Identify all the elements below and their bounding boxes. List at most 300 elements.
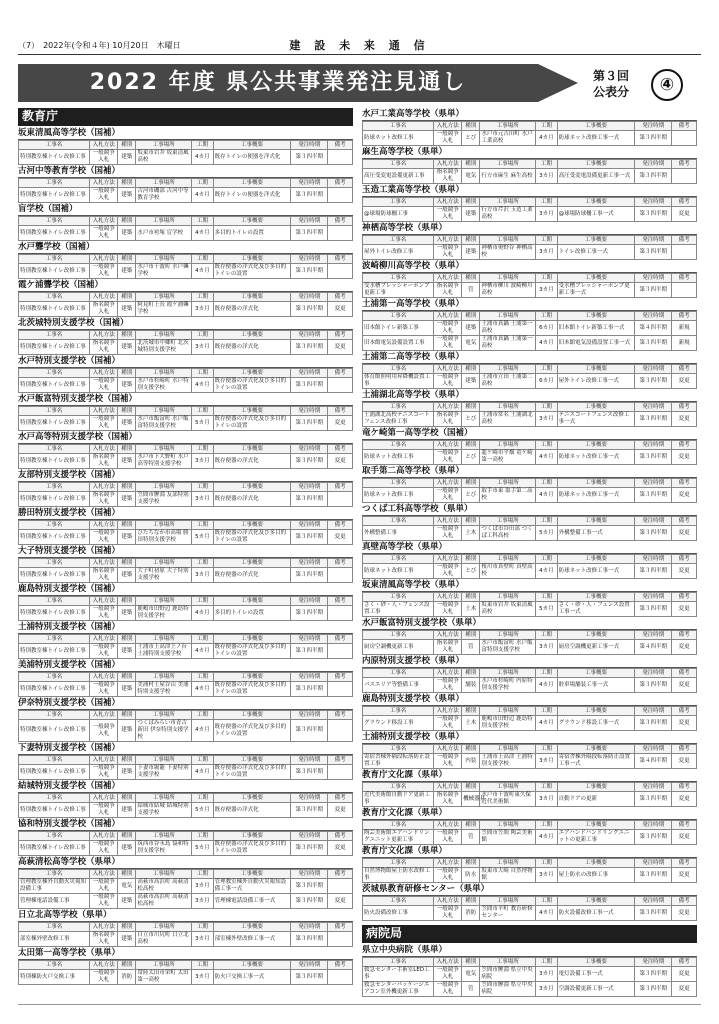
duration-cell: 3カ月	[536, 412, 557, 427]
column-header: 種別	[462, 365, 480, 374]
project-table	[18, 960, 353, 985]
column-header: 工事概要	[557, 441, 635, 450]
order-period-cell: 第４四半期	[635, 754, 672, 769]
table-header-row	[363, 555, 697, 564]
table-row	[19, 264, 353, 279]
column-header: 工事名	[363, 365, 434, 374]
duration-cell: 3カ月	[192, 492, 213, 507]
column-header: 備考	[328, 756, 353, 765]
project-table	[18, 216, 353, 241]
work-name-cell: 特別教室棟トイレ改修工事	[19, 454, 90, 469]
school-heading: 古河中等教育学校（国補）	[18, 166, 353, 178]
column-header: 種別	[462, 236, 480, 245]
column-header: 工事概要	[213, 141, 291, 150]
column-header: 工期	[536, 859, 557, 868]
column-header: 発注時期	[291, 923, 328, 932]
work-type-cell: 建築	[462, 321, 480, 336]
column-header: 備考	[672, 669, 697, 678]
column-header: 備考	[328, 832, 353, 841]
work-type-cell: 建築	[118, 720, 136, 742]
table-row	[19, 454, 353, 469]
column-header: 発注時期	[291, 331, 328, 340]
remarks-cell	[328, 188, 353, 203]
bid-method-cell: 一般競争入札	[434, 830, 462, 845]
column-header: 工事場所	[136, 445, 192, 454]
column-header: 工事概要	[213, 794, 291, 803]
work-name-cell: 部室棟外壁改修工事	[19, 932, 90, 947]
column-header: 工事場所	[480, 274, 536, 283]
remarks-cell: 変更	[672, 830, 697, 845]
table-row	[363, 982, 697, 997]
duration-cell: 3カ月	[536, 868, 557, 883]
column-header: 工期	[192, 559, 213, 568]
column-header: 種別	[118, 369, 136, 378]
project-table	[18, 831, 353, 856]
bid-method-cell: 指名競争入札	[434, 283, 462, 298]
order-period-cell: 第３四半期	[635, 283, 672, 298]
remarks-cell: 変更	[672, 526, 697, 541]
summary-cell: 既存便器の洋式化及び多目的トイレの設置	[213, 530, 291, 545]
remarks-cell	[672, 245, 697, 260]
location-cell: 笠間市鯉淵 県立中央病院	[480, 982, 536, 997]
column-header: 工期	[192, 293, 213, 302]
location-cell: 坂東市大崎 自然博物館	[480, 868, 536, 883]
column-header: 工事概要	[557, 859, 635, 868]
banner-title: 2022 年度 県公共事業発注見通し	[89, 70, 467, 95]
table-row	[19, 894, 353, 909]
work-name-cell: 特別教室棟トイレ改修工事	[19, 188, 90, 203]
column-header: 工事名	[363, 312, 434, 321]
work-type-cell: 建築	[118, 568, 136, 583]
column-header: 発注時期	[291, 369, 328, 378]
left-column	[18, 108, 353, 986]
column-header: 工事名	[19, 923, 90, 932]
work-name-cell: 外構整備工事	[363, 526, 434, 541]
badge-line2: 公表分	[592, 85, 629, 99]
bid-method-cell: 一般競争入札	[434, 131, 462, 146]
table-header-row	[19, 711, 353, 720]
column-header: 種別	[118, 521, 136, 530]
column-header: 備考	[328, 179, 353, 188]
remarks-cell	[328, 492, 353, 507]
column-header: 入札方法	[90, 923, 118, 932]
order-period-cell: 第３四半期	[291, 765, 328, 780]
column-header: 種別	[118, 179, 136, 188]
column-header: 工事場所	[136, 255, 192, 264]
project-table	[362, 478, 697, 503]
duration-cell: 5カ月	[192, 841, 213, 856]
bid-method-cell: 一般競争入札	[434, 982, 462, 997]
work-type-cell: 建築	[118, 894, 136, 909]
work-type-cell: 建築	[118, 530, 136, 545]
table-header-row	[19, 559, 353, 568]
column-header: 備考	[328, 559, 353, 568]
bid-method-cell: 一般競争入札	[434, 374, 462, 389]
work-name-cell: 特別教室棟トイレ改修工事	[19, 416, 90, 431]
remarks-cell	[328, 150, 353, 165]
duration-cell: 4カ月	[192, 720, 213, 742]
order-period-cell: 第３四半期	[291, 340, 328, 355]
remarks-cell	[328, 932, 353, 947]
location-cell: 水戸市袴塚 盲学校	[136, 226, 192, 241]
summary-cell: 部室棟外壁改修工事一式	[213, 932, 291, 947]
column-header: 種別	[462, 897, 480, 906]
column-header: 工期	[536, 274, 557, 283]
table-header-row	[19, 597, 353, 606]
column-header: 工事名	[363, 783, 434, 792]
duration-cell: 4カ月	[192, 682, 213, 697]
column-header: 工事場所	[480, 122, 536, 131]
school-heading: 土浦第一高等学校（県単）	[362, 299, 697, 311]
school-heading: 日立北高等学校（県単）	[18, 910, 353, 922]
school-heading: 鹿島特別支援学校（県単）	[362, 694, 697, 706]
order-period-cell: 第３四半期	[635, 564, 672, 579]
work-type-cell: 管	[462, 830, 480, 845]
column-header: 工事場所	[136, 293, 192, 302]
school-heading: 土浦第二高等学校（県単）	[362, 352, 697, 364]
column-header: 備考	[328, 711, 353, 720]
column-header: 備考	[672, 479, 697, 488]
location-cell: 水戸市飯富町 水戸飯富特別支援学校	[480, 640, 536, 655]
column-header: 工事名	[19, 832, 90, 841]
column-header: 工事概要	[557, 897, 635, 906]
column-header: 種別	[462, 593, 480, 602]
remarks-cell: 変更	[328, 530, 353, 545]
location-cell: 水戸市千波町 水戸聾学校	[136, 264, 192, 279]
project-table	[18, 482, 353, 507]
work-type-cell: 建築	[118, 188, 136, 203]
column-header: 工事概要	[213, 293, 291, 302]
column-header: 入札方法	[434, 441, 462, 450]
table-row	[19, 530, 353, 545]
school-heading: 太田第一高等学校（県単）	[18, 948, 353, 960]
work-type-cell: 舗装	[462, 678, 480, 693]
column-header: 工事場所	[136, 794, 192, 803]
work-type-cell: 建築	[462, 374, 480, 389]
column-header: 発注時期	[635, 441, 672, 450]
column-header: 発注時期	[291, 521, 328, 530]
column-header: 工事名	[363, 555, 434, 564]
location-cell: 土浦市真鍋 土浦第一高校	[480, 321, 536, 336]
work-type-cell: 建築	[118, 302, 136, 317]
duration-cell: 4カ月	[536, 336, 557, 351]
table-row	[19, 644, 353, 659]
column-header: 種別	[118, 794, 136, 803]
project-table	[362, 121, 697, 146]
duration-cell: 5カ月	[192, 416, 213, 431]
duration-cell: 4カ月	[536, 450, 557, 465]
column-header: 工期	[192, 369, 213, 378]
column-header: 種別	[118, 673, 136, 682]
column-header: 種別	[118, 217, 136, 226]
work-type-cell: 機械器具	[462, 792, 480, 807]
column-header: 備考	[672, 555, 697, 564]
column-header: 工事場所	[136, 483, 192, 492]
column-header: 工事場所	[136, 559, 192, 568]
duration-cell: 3カ月	[536, 169, 557, 184]
bid-method-cell: 一般競争入札	[90, 150, 118, 165]
column-header: 発注時期	[291, 961, 328, 970]
school-heading: 水戸聾学校（国補）	[18, 242, 353, 254]
column-header: 工事名	[19, 521, 90, 530]
column-header: 種別	[462, 821, 480, 830]
column-header: 備考	[672, 441, 697, 450]
column-header: 工事場所	[136, 217, 192, 226]
column-header: 工期	[536, 745, 557, 754]
work-name-cell: 特別棟防火戸交換工事	[19, 970, 90, 985]
project-table	[18, 672, 353, 697]
column-header: 工事名	[19, 331, 90, 340]
column-header: 工事概要	[213, 445, 291, 454]
column-header: 工事場所	[136, 407, 192, 416]
order-period-cell: 第３四半期	[291, 644, 328, 659]
column-header: 発注時期	[635, 517, 672, 526]
table-header-row	[19, 293, 353, 302]
table-row	[19, 416, 353, 431]
bid-method-cell: 一般競争入札	[90, 606, 118, 621]
location-cell: 土浦市真鍋 土浦第一高校	[480, 336, 536, 351]
column-header: 入札方法	[434, 198, 462, 207]
bid-method-cell: 指名競争入札	[90, 340, 118, 355]
work-name-cell: 寄宿舎棟外隔段転落防止設置工事	[363, 754, 434, 769]
location-cell: 笠間市笠間 陶芸美術館	[480, 830, 536, 845]
bid-method-cell: 一般競争入札	[434, 207, 462, 222]
column-header: 入札方法	[90, 483, 118, 492]
location-cell: 結城市結城 結城特別支援学校	[136, 803, 192, 818]
column-header: 工事場所	[136, 711, 192, 720]
column-header: 入札方法	[90, 961, 118, 970]
column-header: 入札方法	[434, 669, 462, 678]
order-period-cell: 第３四半期	[291, 568, 328, 583]
table-header-row	[363, 122, 697, 131]
location-cell: 行方市麻生 麻生高校	[480, 169, 536, 184]
column-header: 入札方法	[434, 897, 462, 906]
remarks-cell	[328, 378, 353, 393]
column-header: 発注時期	[635, 783, 672, 792]
column-header: 工事名	[363, 745, 434, 754]
column-header: 発注時期	[291, 445, 328, 454]
school-heading: 友部特別支援学校（国補）	[18, 470, 353, 482]
summary-cell: 既存トイレの便器を洋式化	[213, 188, 291, 203]
table-row	[19, 606, 353, 621]
bid-method-cell: 一般競争入札	[434, 336, 462, 351]
column-header: 種別	[462, 198, 480, 207]
column-header: 入札方法	[434, 783, 462, 792]
table-header-row	[363, 441, 697, 450]
remarks-cell: 変更	[328, 302, 353, 317]
column-header: 工期	[536, 160, 557, 169]
column-header: 備考	[672, 783, 697, 792]
column-header: 工事名	[19, 870, 90, 879]
summary-cell: 旧本館電気設備設置工事一式	[557, 336, 635, 351]
summary-cell: 既存便器の洋式化	[213, 302, 291, 317]
badge-line1: 第３回	[592, 69, 629, 83]
project-table	[18, 869, 353, 909]
order-period-cell: 第４四半期	[635, 321, 672, 336]
remarks-cell	[328, 264, 353, 279]
table-row	[19, 970, 353, 985]
column-header: 入札方法	[434, 745, 462, 754]
column-header: 工事概要	[213, 756, 291, 765]
bid-method-cell: 一般競争入札	[434, 868, 462, 883]
column-header: 工事概要	[557, 365, 635, 374]
summary-cell: 防球ネット改修工事一式	[557, 564, 635, 579]
order-period-cell: 第３四半期	[635, 678, 672, 693]
duration-cell: 4カ月	[536, 131, 557, 146]
bid-method-cell: 一般競争入札	[434, 526, 462, 541]
location-cell: 笠間市鯉淵 友部特別支援学校	[136, 492, 192, 507]
work-name-cell: 旧本館電気設備設置工事	[363, 336, 434, 351]
duration-cell: 3カ月	[536, 967, 557, 982]
table-header-row	[19, 331, 353, 340]
location-cell: つくば市谷田部 つくば工科高校	[480, 526, 536, 541]
column-header: 工事名	[19, 597, 90, 606]
column-header: 種別	[118, 483, 136, 492]
remarks-cell: 変更	[328, 454, 353, 469]
duration-cell: 5カ月	[536, 602, 557, 617]
work-name-cell: 特別教室棟トイレ改修工事	[19, 264, 90, 279]
project-table	[18, 140, 353, 165]
work-name-cell: 救急センターバッケージエアコン室外機更新工事	[363, 982, 434, 997]
remarks-cell: 変更	[328, 803, 353, 818]
column-header: 工事概要	[213, 711, 291, 720]
remarks-cell: 変更	[672, 602, 697, 617]
work-name-cell: 特別教室棟トイレ改修工事	[19, 150, 90, 165]
table-header-row	[363, 236, 697, 245]
column-header: 入札方法	[434, 555, 462, 564]
bid-method-cell: 一般競争入札	[90, 378, 118, 393]
column-header: 工事名	[19, 217, 90, 226]
column-header: 入札方法	[90, 255, 118, 264]
location-cell: 水戸市元吉田町 水戸工業高校	[480, 131, 536, 146]
order-period-cell: 第３四半期	[635, 830, 672, 845]
duration-cell: 3カ月	[192, 894, 213, 909]
order-period-cell: 第３四半期	[635, 526, 672, 541]
column-header: 工事名	[363, 958, 434, 967]
location-cell: 土浦市上高津上ノ台 土浦特別支援学校	[136, 644, 192, 659]
column-header: 発注時期	[635, 958, 672, 967]
work-type-cell: 消防	[118, 970, 136, 985]
column-header: 工事概要	[557, 745, 635, 754]
column-header: 工期	[192, 961, 213, 970]
column-header: 工期	[192, 673, 213, 682]
column-header: 種別	[462, 517, 480, 526]
column-header: 発注時期	[635, 198, 672, 207]
bid-method-cell: 指名競争入札	[434, 412, 462, 427]
duration-cell: 3カ月	[192, 340, 213, 355]
location-cell: 坂東市岩井 坂東清風高校	[136, 150, 192, 165]
column-header: 工事概要	[213, 832, 291, 841]
project-table	[18, 406, 353, 431]
badge-number: ④	[651, 69, 683, 101]
order-period-cell: 第３四半期	[635, 602, 672, 617]
remarks-cell	[328, 226, 353, 241]
column-header: 工期	[536, 517, 557, 526]
remarks-cell: 変更	[328, 340, 353, 355]
column-header: 備考	[328, 961, 353, 970]
school-heading: 盲学校（国補）	[18, 204, 353, 216]
column-header: 発注時期	[635, 821, 672, 830]
work-type-cell: 建築	[118, 150, 136, 165]
bid-method-cell: 一般競争入札	[434, 321, 462, 336]
column-header: 工期	[536, 122, 557, 131]
duration-cell: 5カ月	[536, 526, 557, 541]
order-period-cell: 第３四半期	[291, 682, 328, 697]
location-cell: 日立市川尻町 日立北高校	[136, 932, 192, 947]
table-row	[363, 412, 697, 427]
column-header: 工事概要	[213, 521, 291, 530]
column-header: 工期	[192, 597, 213, 606]
order-period-cell: 第３四半期	[635, 868, 672, 883]
bid-method-cell: 一般競争入札	[90, 416, 118, 431]
remarks-cell	[328, 765, 353, 780]
column-header: 備考	[672, 631, 697, 640]
work-name-cell: 防球ネット改修工事	[363, 131, 434, 146]
column-header: 種別	[118, 293, 136, 302]
location-cell: 下妻市堀籠 下妻特別支援学校	[136, 765, 192, 780]
column-header: 種別	[118, 331, 136, 340]
bid-method-cell: 一般競争入札	[434, 602, 462, 617]
column-header: 工事概要	[213, 217, 291, 226]
work-type-cell: とび	[462, 131, 480, 146]
order-period-cell: 第４四半期	[635, 640, 672, 655]
column-header: 入札方法	[434, 859, 462, 868]
bid-method-cell: 指名競争入札	[434, 640, 462, 655]
column-header: 工事名	[19, 961, 90, 970]
order-period-cell: 第３四半期	[635, 245, 672, 260]
column-header: 工事名	[19, 794, 90, 803]
summary-cell: 既存便器の洋式化	[213, 454, 291, 469]
column-header: 発注時期	[635, 707, 672, 716]
column-header: 発注時期	[291, 870, 328, 879]
school-heading: 玉造工業高等学校（県単）	[362, 185, 697, 197]
column-header: 工事名	[19, 445, 90, 454]
school-heading: 教育庁文化課（県単）	[362, 846, 697, 858]
table-row	[363, 716, 697, 731]
column-header: 工事概要	[557, 669, 635, 678]
summary-cell: 空調設備更新工事一式	[557, 982, 635, 997]
remarks-cell: 変更	[672, 678, 697, 693]
column-header: 備考	[672, 365, 697, 374]
summary-cell: グラウンド移設工事一式	[557, 716, 635, 731]
column-header: 入札方法	[90, 407, 118, 416]
work-type-cell: 建築	[118, 644, 136, 659]
table-row	[19, 492, 353, 507]
table-row	[363, 336, 697, 351]
column-header: 入札方法	[90, 635, 118, 644]
table-row	[363, 245, 697, 260]
column-header: 工事名	[19, 483, 90, 492]
remarks-cell: 変更	[672, 967, 697, 982]
order-period-cell: 第３四半期	[635, 412, 672, 427]
column-header: 工事名	[19, 141, 90, 150]
summary-cell: さく・砂・人・フェンス設置工事一式	[557, 602, 635, 617]
column-header: 工事場所	[136, 331, 192, 340]
project-table	[18, 922, 353, 947]
order-period-cell: 第３四半期	[291, 606, 328, 621]
project-table	[362, 197, 697, 222]
school-heading: 麻生高等学校（県単）	[362, 147, 697, 159]
duration-cell: 3カ月	[536, 982, 557, 997]
order-period-cell: 第３四半期	[635, 906, 672, 921]
project-table	[18, 254, 353, 279]
column-header: 工事場所	[136, 832, 192, 841]
column-header: 工事名	[363, 236, 434, 245]
work-type-cell: 土木	[462, 526, 480, 541]
column-header: 工期	[536, 783, 557, 792]
work-type-cell: 建築	[118, 932, 136, 947]
location-cell: 美浦村土屋谷山 美浦特別支援学校	[136, 682, 192, 697]
